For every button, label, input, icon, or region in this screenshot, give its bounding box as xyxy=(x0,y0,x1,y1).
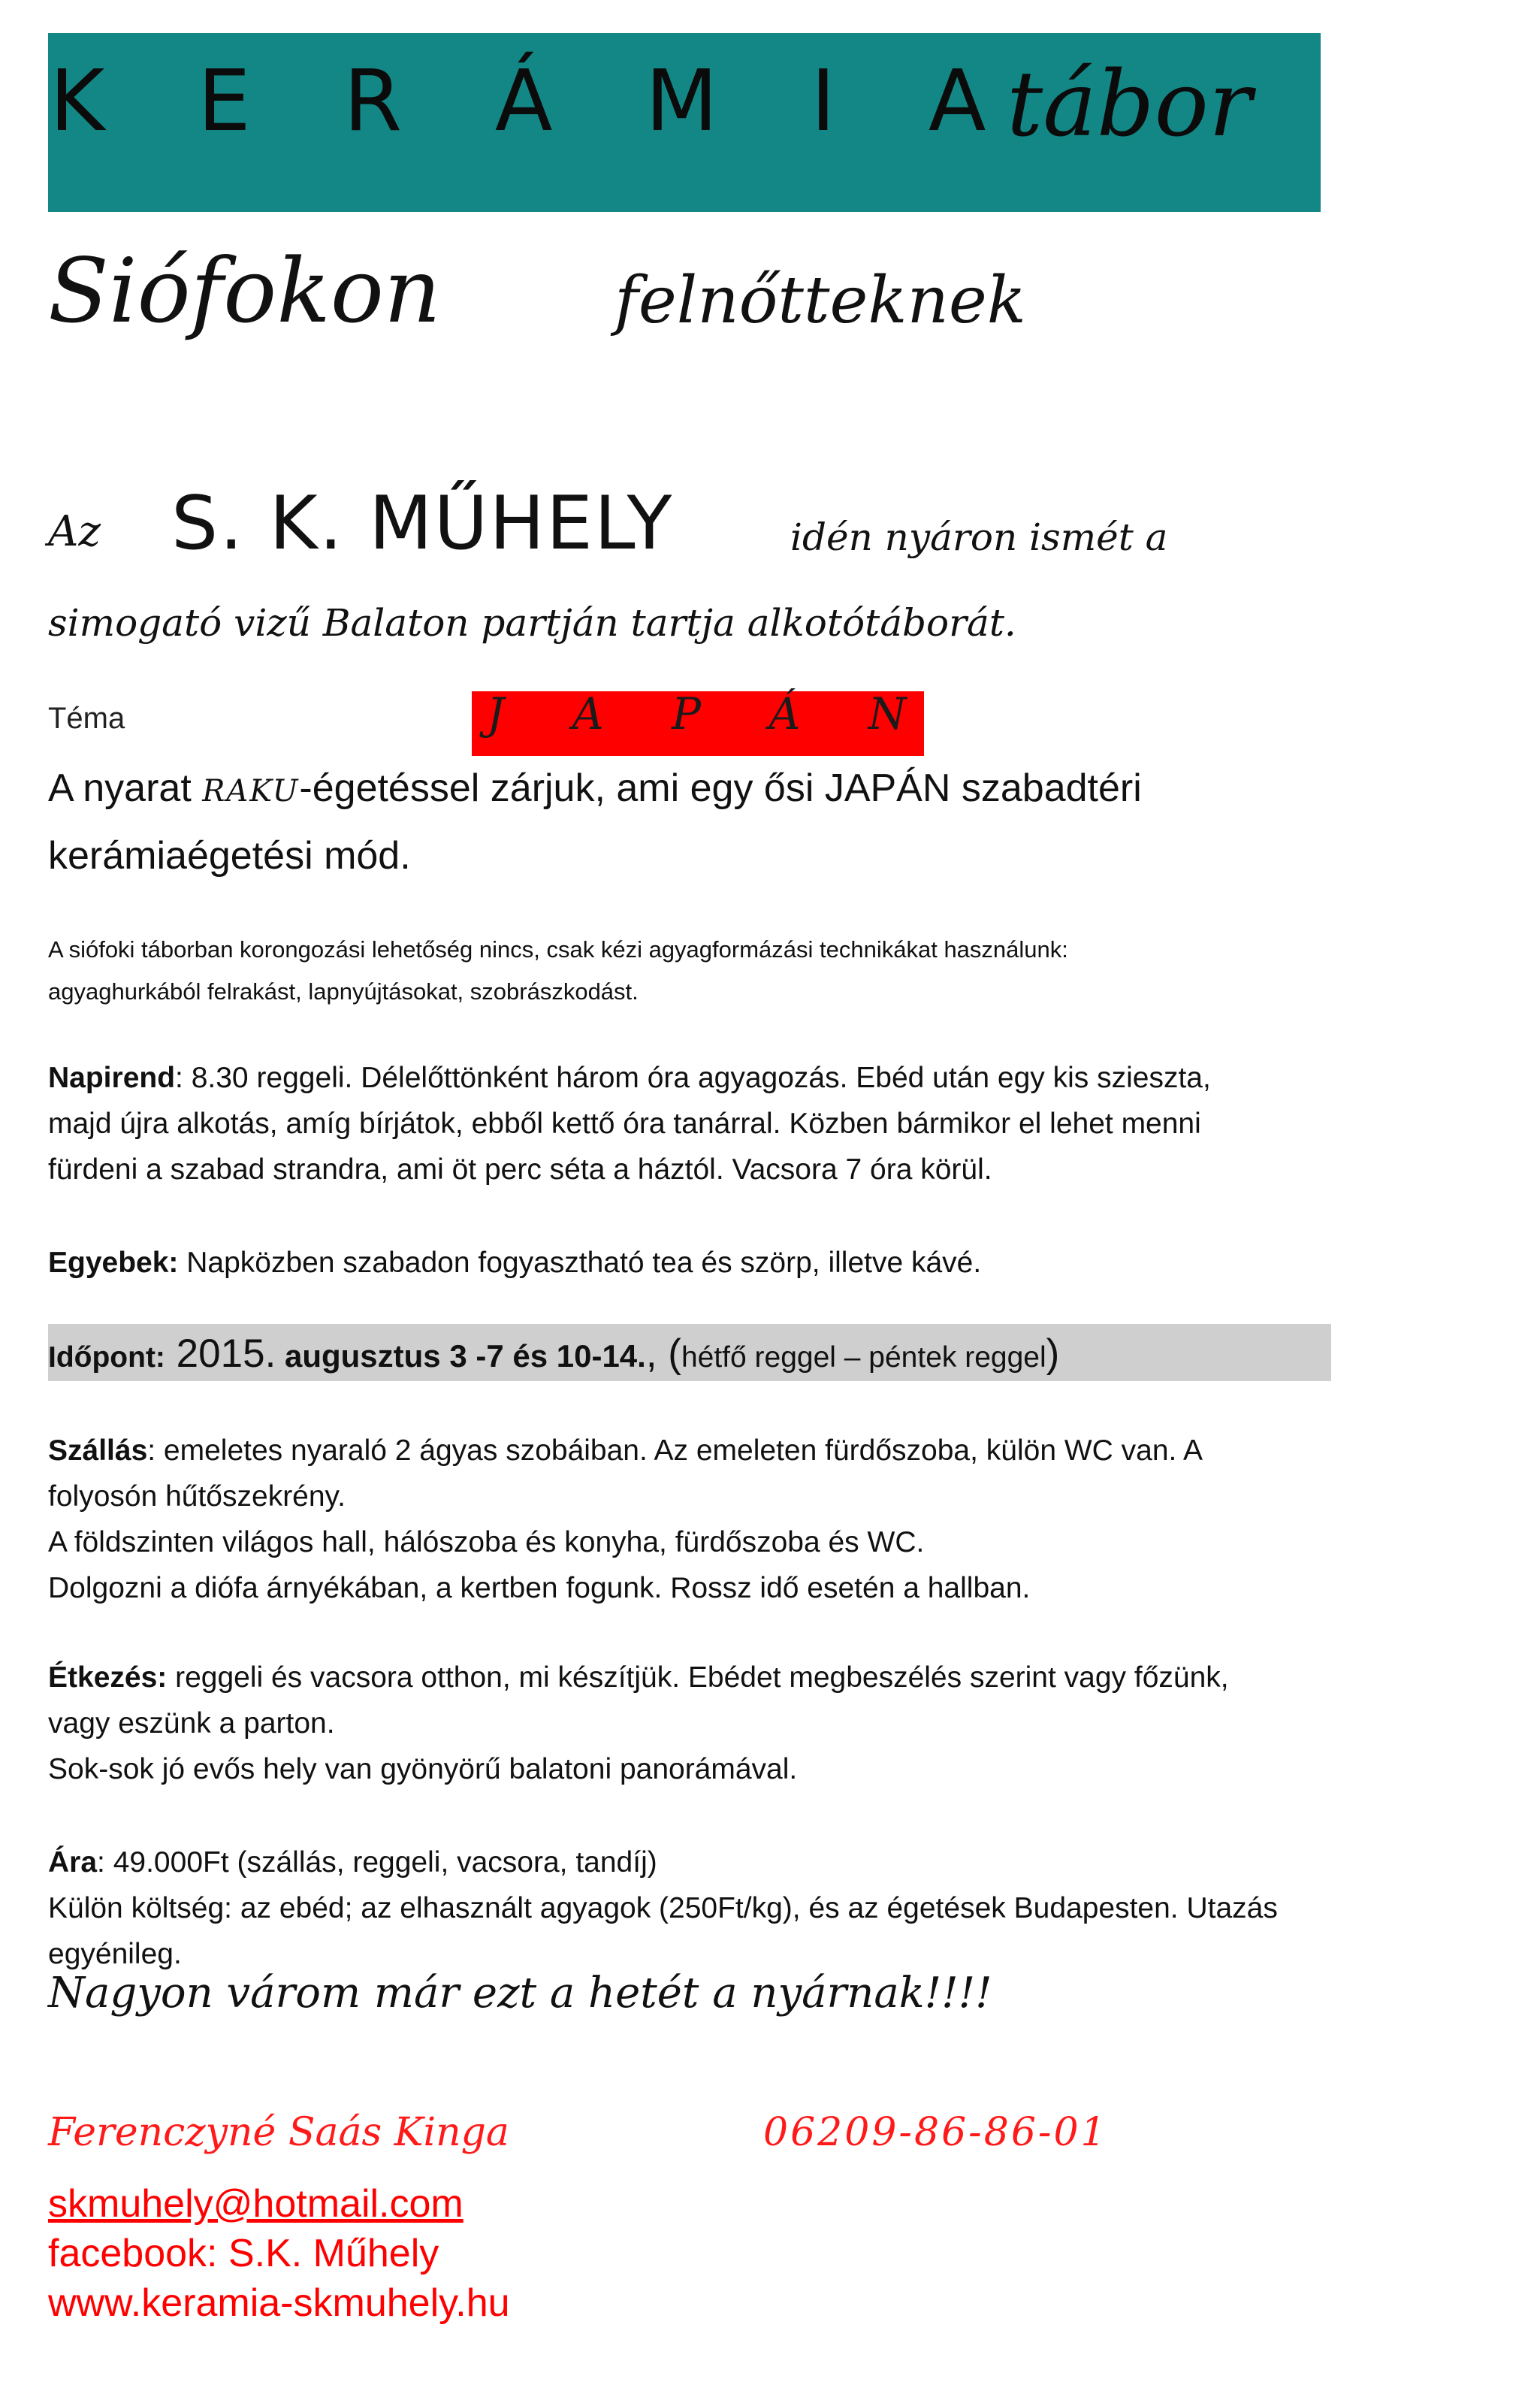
meals-label: Étkezés: xyxy=(48,1661,168,1694)
extras-text: Napközben szabadon fogyasztható tea és szörp, illetve kávé. xyxy=(178,1247,982,1279)
page-title: K E R Á M I A xyxy=(50,53,1019,150)
theme-value: J A P Á N xyxy=(487,688,934,739)
meals-line1 xyxy=(48,1655,1229,1700)
meals-section xyxy=(48,1655,1229,1792)
closing-line: Nagyon várom már ezt a hetét a nyárnak!!!! xyxy=(48,1969,992,2018)
price-line2: Külön költség: az ebéd; az elhasznált agyagok (250Ft/kg), és az égetések Budapesten. Utazás xyxy=(48,1892,1278,1924)
meals-text: reggeli és vacsora otthon, mi készítjük. Ebédet megbeszélés szerint vagy főzünk, xyxy=(167,1661,1229,1694)
raku-text-pre: A nyarat xyxy=(48,766,203,810)
website-link[interactable]: www.keramia-skmuhely.hu xyxy=(48,2281,510,2325)
raku-text-post: -égetéssel zárjuk, ami egy ősi JAPÁN szabadtéri xyxy=(299,766,1142,810)
schedule-text: : 8.30 reggeli. Délelőttönként három óra agyagozás. Ebéd után egy kis sziesztа, xyxy=(175,1062,1211,1094)
meals-line2: vagy eszünk a parton. xyxy=(48,1707,335,1740)
lodging-section xyxy=(48,1428,1203,1611)
raku-text-line2: kerámiaégetési mód. xyxy=(48,834,411,878)
workshop-name: S. K. MŰHELY xyxy=(171,481,674,567)
extras-section xyxy=(48,1240,981,1286)
schedule-label: Napirend xyxy=(48,1062,176,1094)
theme-label: Téma xyxy=(48,702,125,735)
extras-label: Egyebek: xyxy=(48,1247,179,1279)
contact-name: Ferenczyné Saás Kinga xyxy=(48,2110,509,2155)
schedule-section xyxy=(48,1055,1211,1192)
price-line3: egyénileg. xyxy=(48,1938,182,1970)
schedule-line3: fürdeni a szabad strandra, ami öt perc séta a háztól. Vacsora 7 óra körül. xyxy=(48,1153,992,1186)
lodging-label: Szállás xyxy=(48,1434,148,1467)
note-line1: A siófoki táborban korongozási lehetőség nincs, csak kézi agyagformázási technikákat használunk: xyxy=(48,936,1068,963)
subtitle-place: Siófokon xyxy=(48,239,441,343)
schedule-line1 xyxy=(48,1055,1211,1101)
intro-text-line2: simogató vizű Balaton partján tartja alkotótáborát. xyxy=(48,601,1016,645)
lodging-line1 xyxy=(48,1428,1203,1474)
price-text: : 49.000Ft (szállás, reggeli, vacsora, tandíj) xyxy=(97,1846,657,1879)
facebook-link[interactable]: facebook: S.K. Műhely xyxy=(48,2232,439,2275)
lodging-line3: A földszinten világos hall, hálószoba és konyha, fürdőszoba és WC. xyxy=(48,1526,925,1558)
lodging-line4: Dolgozni a diófa árnyékában, a kertben fogunk. Rossz idő esetén a hallban. xyxy=(48,1572,1031,1604)
date-label: Időpont: xyxy=(48,1341,165,1374)
date-close: ) xyxy=(1046,1332,1060,1376)
price-section xyxy=(48,1839,1278,1977)
schedule-line2: majd újra alkotás, amíg bírjátok, ebből kettő óra tanárral. Közben bármikor el lehet menni xyxy=(48,1108,1201,1140)
lodging-text: : emeletes nyaraló 2 ágyas szobáiban. Az emeleten fürdőszoba, külön WC van. A xyxy=(147,1434,1203,1467)
date-note: hétfő reggel – péntek reggel xyxy=(681,1341,1046,1374)
raku-text-line1 xyxy=(48,754,1142,825)
price-line1 xyxy=(48,1839,1278,1885)
raku-word: RAKU xyxy=(202,774,300,809)
date-dates: augusztus 3 -7 és 10-14. xyxy=(276,1338,646,1374)
contact-phone: 06209-86-86-01 xyxy=(763,2110,1108,2155)
date-line xyxy=(48,1325,1059,1386)
meals-line3: Sok-sok jó evős hely van gyönyörű balatoni panorámával. xyxy=(48,1753,798,1785)
price-label: Ára xyxy=(48,1846,98,1879)
lodging-line2: folyosón hűtőszekrény. xyxy=(48,1480,346,1513)
note-line2: agyaghurkából felrakást, lapnyújtásokat, szobrászkodást. xyxy=(48,978,639,1005)
page-title-suffix: tábor xyxy=(1007,53,1252,157)
subtitle-audience: felnőtteknek xyxy=(614,263,1026,338)
date-comma: , ( xyxy=(645,1332,681,1376)
email-link[interactable]: skmuhely@hotmail.com xyxy=(48,2182,464,2226)
intro-article: Az xyxy=(48,507,101,556)
intro-text-line1: idén nyáron ismét a xyxy=(790,515,1168,559)
date-year: 2015. xyxy=(165,1332,276,1376)
